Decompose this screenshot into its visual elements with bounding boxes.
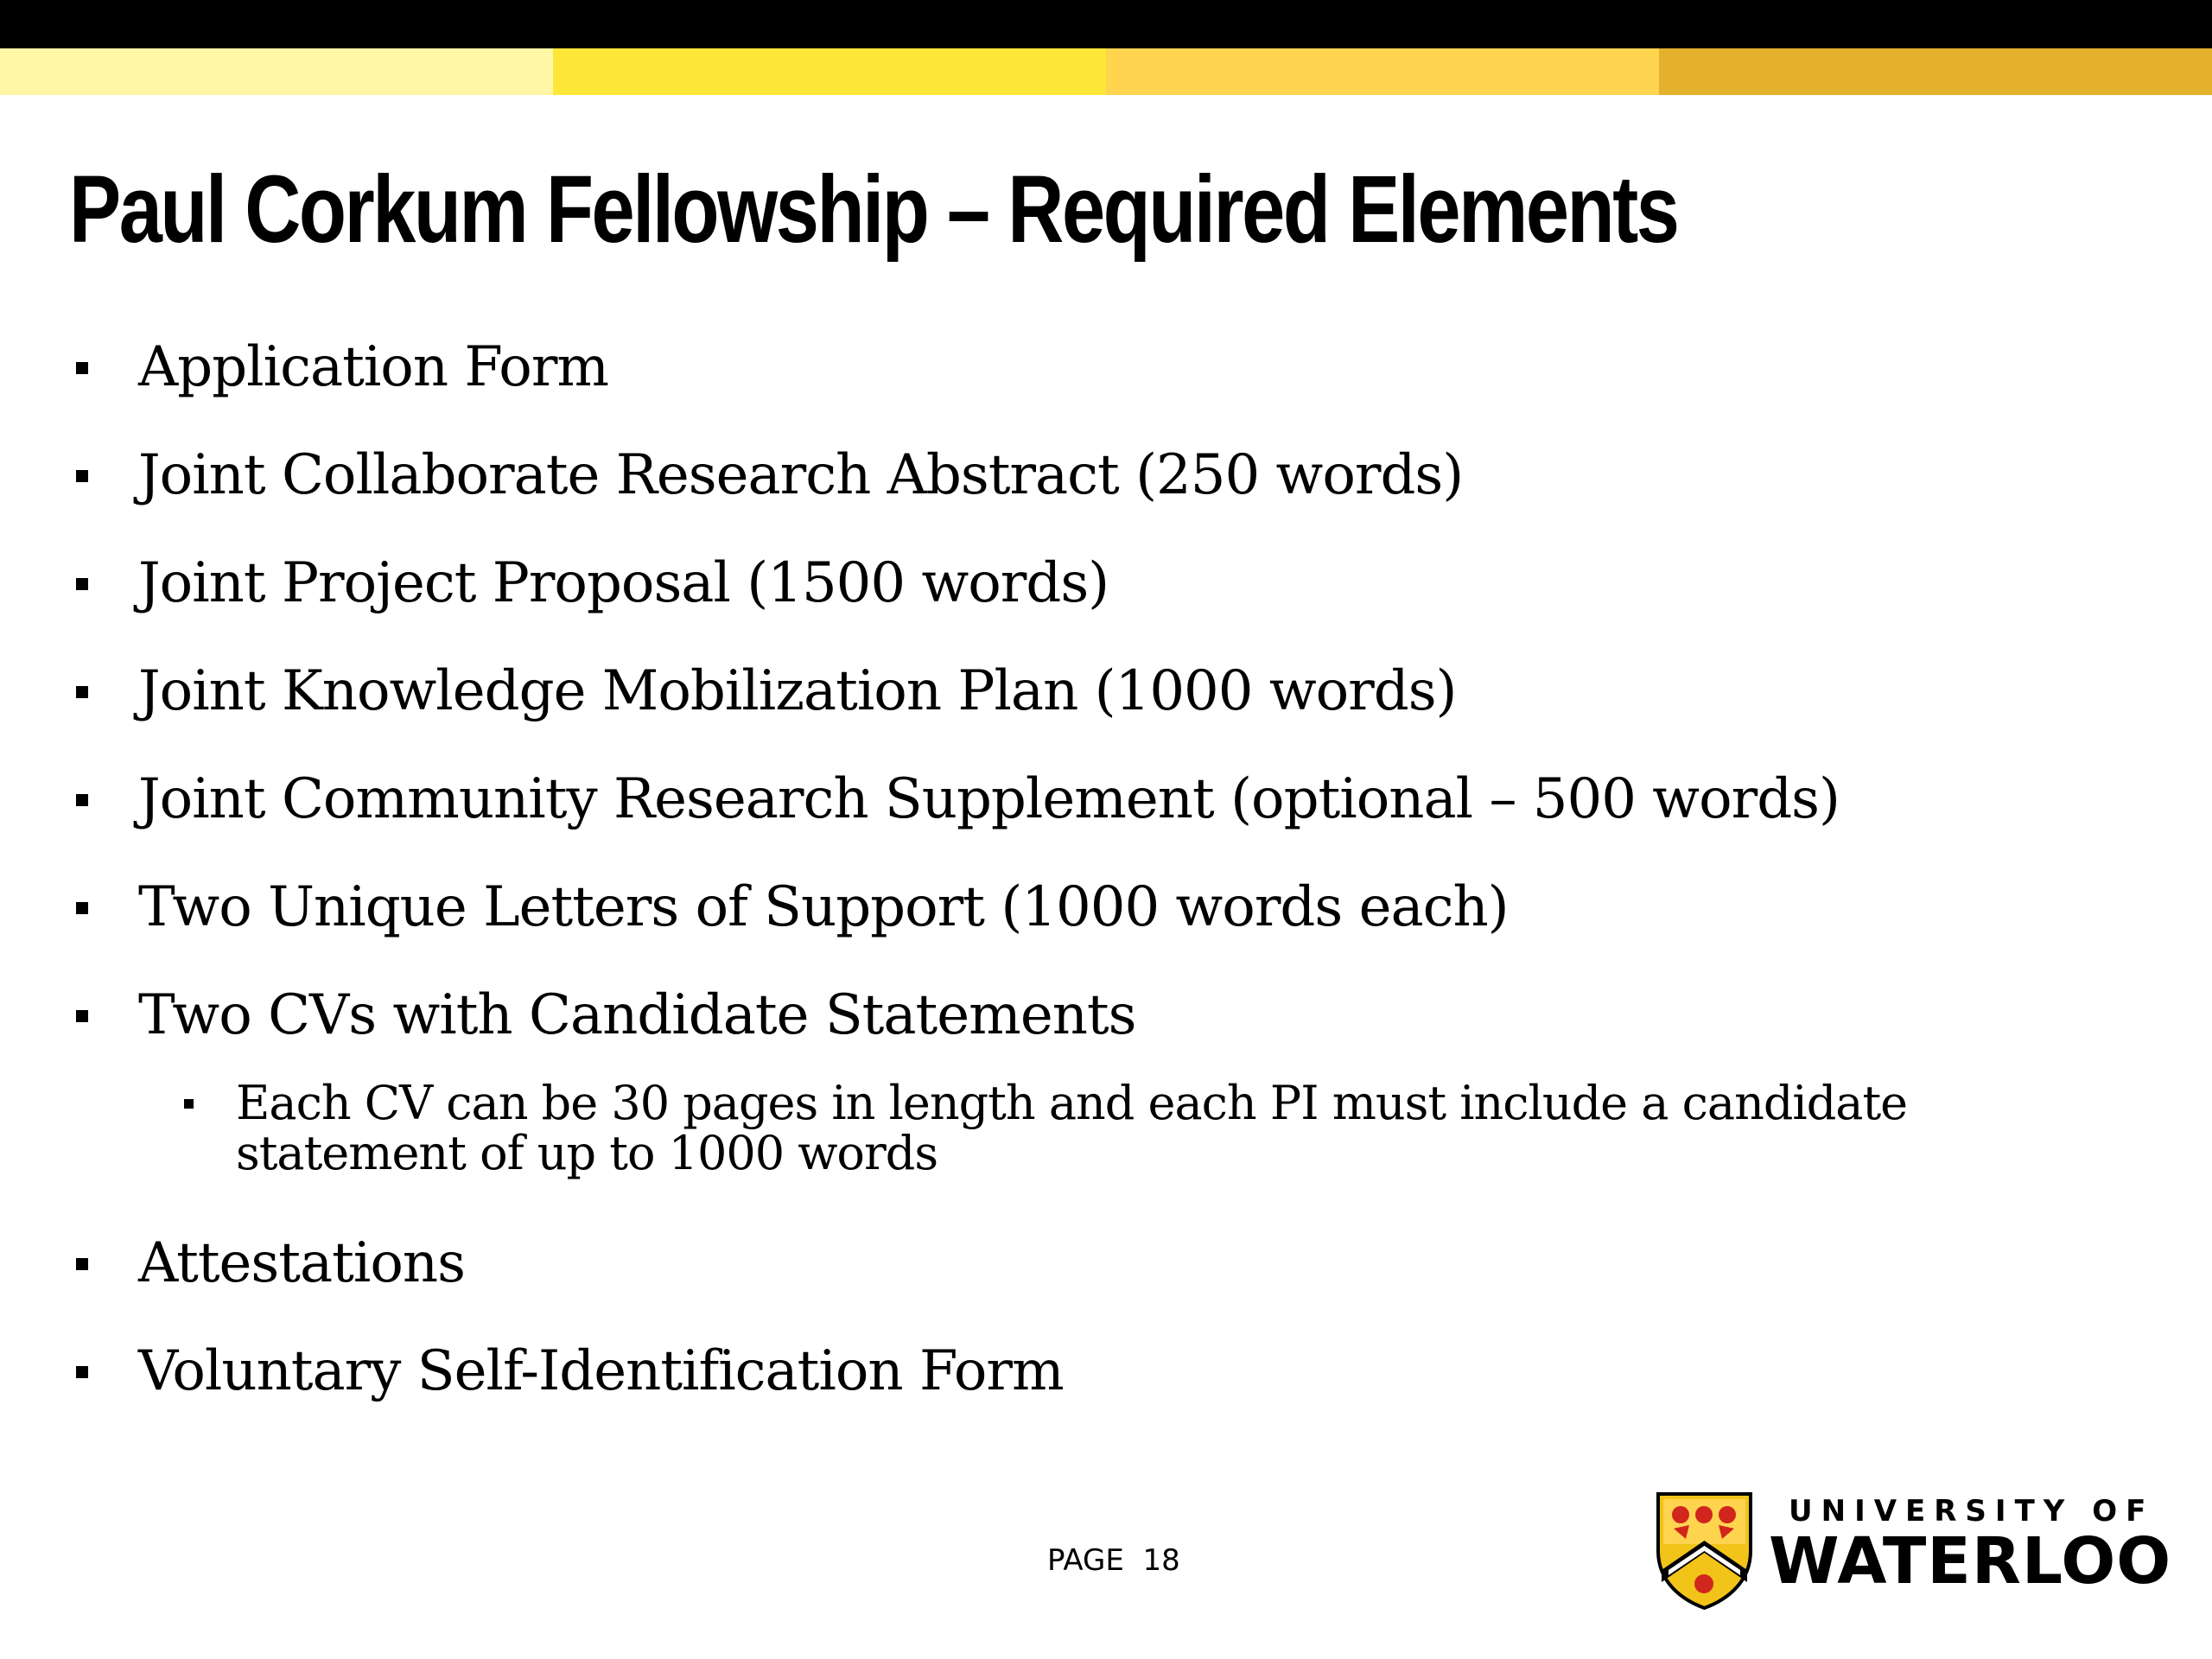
- color-stripes: [0, 48, 2212, 95]
- bullet-text: Two CVs with Candidate Statements: [138, 983, 1136, 1047]
- bullet-text: Voluntary Self-Identification Form: [138, 1339, 1064, 1403]
- top-bar: [0, 0, 2212, 48]
- bullet-text: Joint Collaborate Research Abstract (250 words): [138, 443, 1464, 507]
- sub-bullet-marker: [184, 1099, 194, 1109]
- stripe-3: [1106, 48, 1659, 95]
- stripe-2: [553, 48, 1106, 95]
- bullet-text: Attestations: [138, 1231, 465, 1295]
- bullet-marker: [76, 1366, 88, 1378]
- sub-bullet-text: Each CV can be 30 pages in length and each PI must include a candidate statement of up to 1000 words: [236, 1076, 1908, 1180]
- bullet-marker: [76, 686, 88, 698]
- university-logo: [1655, 1491, 2172, 1620]
- bullet-marker: [76, 902, 88, 914]
- bullet-item: [69, 549, 2016, 618]
- stripe-1: [0, 48, 553, 95]
- page-number: [1047, 1543, 1180, 1578]
- page-label: PAGE: [1047, 1543, 1124, 1578]
- bullet-item: [69, 873, 2016, 942]
- bullet-marker: [76, 794, 88, 806]
- bullet-item: [69, 333, 2016, 402]
- bullet-text: Joint Knowledge Mobilization Plan (1000 words): [138, 659, 1457, 723]
- bullet-item: [69, 657, 2016, 726]
- sub-bullet-item: [69, 1078, 2016, 1179]
- logo-waterloo: WATERLOO: [1769, 1524, 2172, 1599]
- bullet-text: Joint Community Research Supplement (optional – 500 words): [138, 767, 1840, 831]
- bullet-text: Joint Project Proposal (1500 words): [138, 551, 1109, 615]
- bullet-marker: [76, 470, 88, 482]
- stripe-4: [1659, 48, 2212, 95]
- bullet-text: Two Unique Letters of Support (1000 words each): [138, 875, 1509, 939]
- bullet-item: [69, 765, 2016, 834]
- bullet-text: Application Form: [138, 335, 609, 399]
- slide-title: Paul Corkum Fellowship – Required Elements: [69, 156, 1678, 263]
- bullet-item: [69, 441, 2016, 510]
- bullet-marker: [76, 1258, 88, 1270]
- bullet-list: [69, 333, 2016, 1445]
- bullet-marker: [76, 578, 88, 590]
- bullet-item: [69, 1229, 2016, 1298]
- bullet-marker: [76, 362, 88, 374]
- bullet-marker: [76, 1010, 88, 1022]
- page-value: 18: [1142, 1543, 1180, 1578]
- bullet-item: [69, 1337, 2016, 1406]
- bullet-item: [69, 981, 2016, 1050]
- logo-university-of: UNIVERSITY OF: [1789, 1494, 2155, 1529]
- university-crest-icon: [1655, 1491, 1754, 1611]
